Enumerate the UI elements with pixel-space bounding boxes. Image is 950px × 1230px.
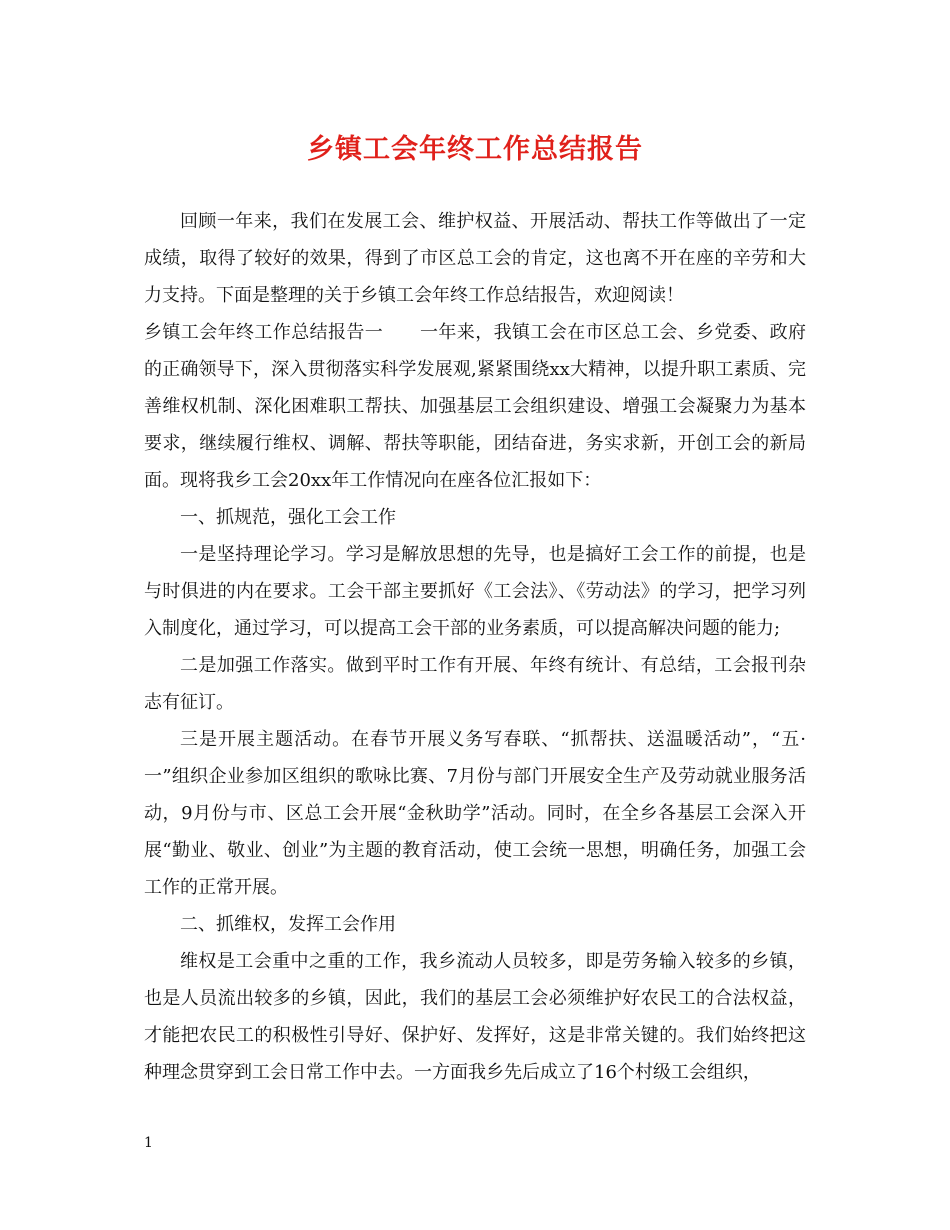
section-heading-2: 二、抓维权，发挥工会作用 (180, 914, 396, 935)
paragraph-rights-protection: 维权是工会重中之重的工作，我乡流动人员较多，即是劳务输入较多的乡镇，也是人员流出较多的乡镇，因此，我们的基层工会必须维护好农民工的合法权益，才能把农民工的积极性引导好、保护好、发挥好，这是非常关键的。我们始终把这种理念贯穿到工会日常工作中去。一方面我乡先后成立了16个村级工会组织， (144, 951, 806, 1083)
paragraph-report-opening: 乡镇工会年终工作总结报告一 一年来，我镇工会在市区总工会、乡党委、政府的正确领导下，深入贯彻落实科学发展观,紧紧围绕xx大精神，以提升职工素质、完善维权机制、深化困难职工帮扶、加强基层工会组织建设、增强工会凝聚力为基本要求，继续履行维权、调解、帮扶等职能，团结奋进，务实求新，开创工会的新局面。现将我乡工会20xx年工作情况向在座各位汇报如下： (144, 322, 806, 491)
paragraph-intro: 回顾一年来，我们在发展工会、维护权益、开展活动、帮扶工作等做出了一定成绩，取得了较好的效果，得到了市区总工会的肯定，这也离不开在座的辛劳和大力支持。下面是整理的关于乡镇工会年终工作总结报告，欢迎阅读！ (144, 211, 806, 306)
page-number: 1 (144, 1135, 153, 1151)
section-heading-1: 一、抓规范，强化工会工作 (180, 507, 396, 528)
paragraph-work-implementation: 二是加强工作落实。做到平时工作有开展、年终有统计、有总结，工会报刊杂志有征订。 (144, 655, 806, 713)
document-body (144, 203, 806, 1091)
paragraph-theme-activities: 三是开展主题活动。在春节开展义务写春联、“抓帮扶、送温暖活动”，“五·一”组织企业参加区组织的歌咏比赛、7月份与部门开展安全生产及劳动就业服务活动，9月份与市、区总工会开展“金秋助学”活动。同时，在全乡各基层工会深入开展“勤业、敬业、创业”为主题的教育活动，使工会统一思想，明确任务，加强工会工作的正常开展。 (144, 729, 806, 898)
paragraph-theory-study: 一是坚持理论学习。学习是解放思想的先导，也是搞好工会工作的前提，也是与时俱进的内在要求。工会干部主要抓好《工会法》、《劳动法》的学习，把学习列入制度化，通过学习，可以提高工会干部的业务素质，可以提高解决问题的能力; (144, 544, 806, 639)
document-title: 乡镇工会年终工作总结报告 (307, 134, 643, 165)
